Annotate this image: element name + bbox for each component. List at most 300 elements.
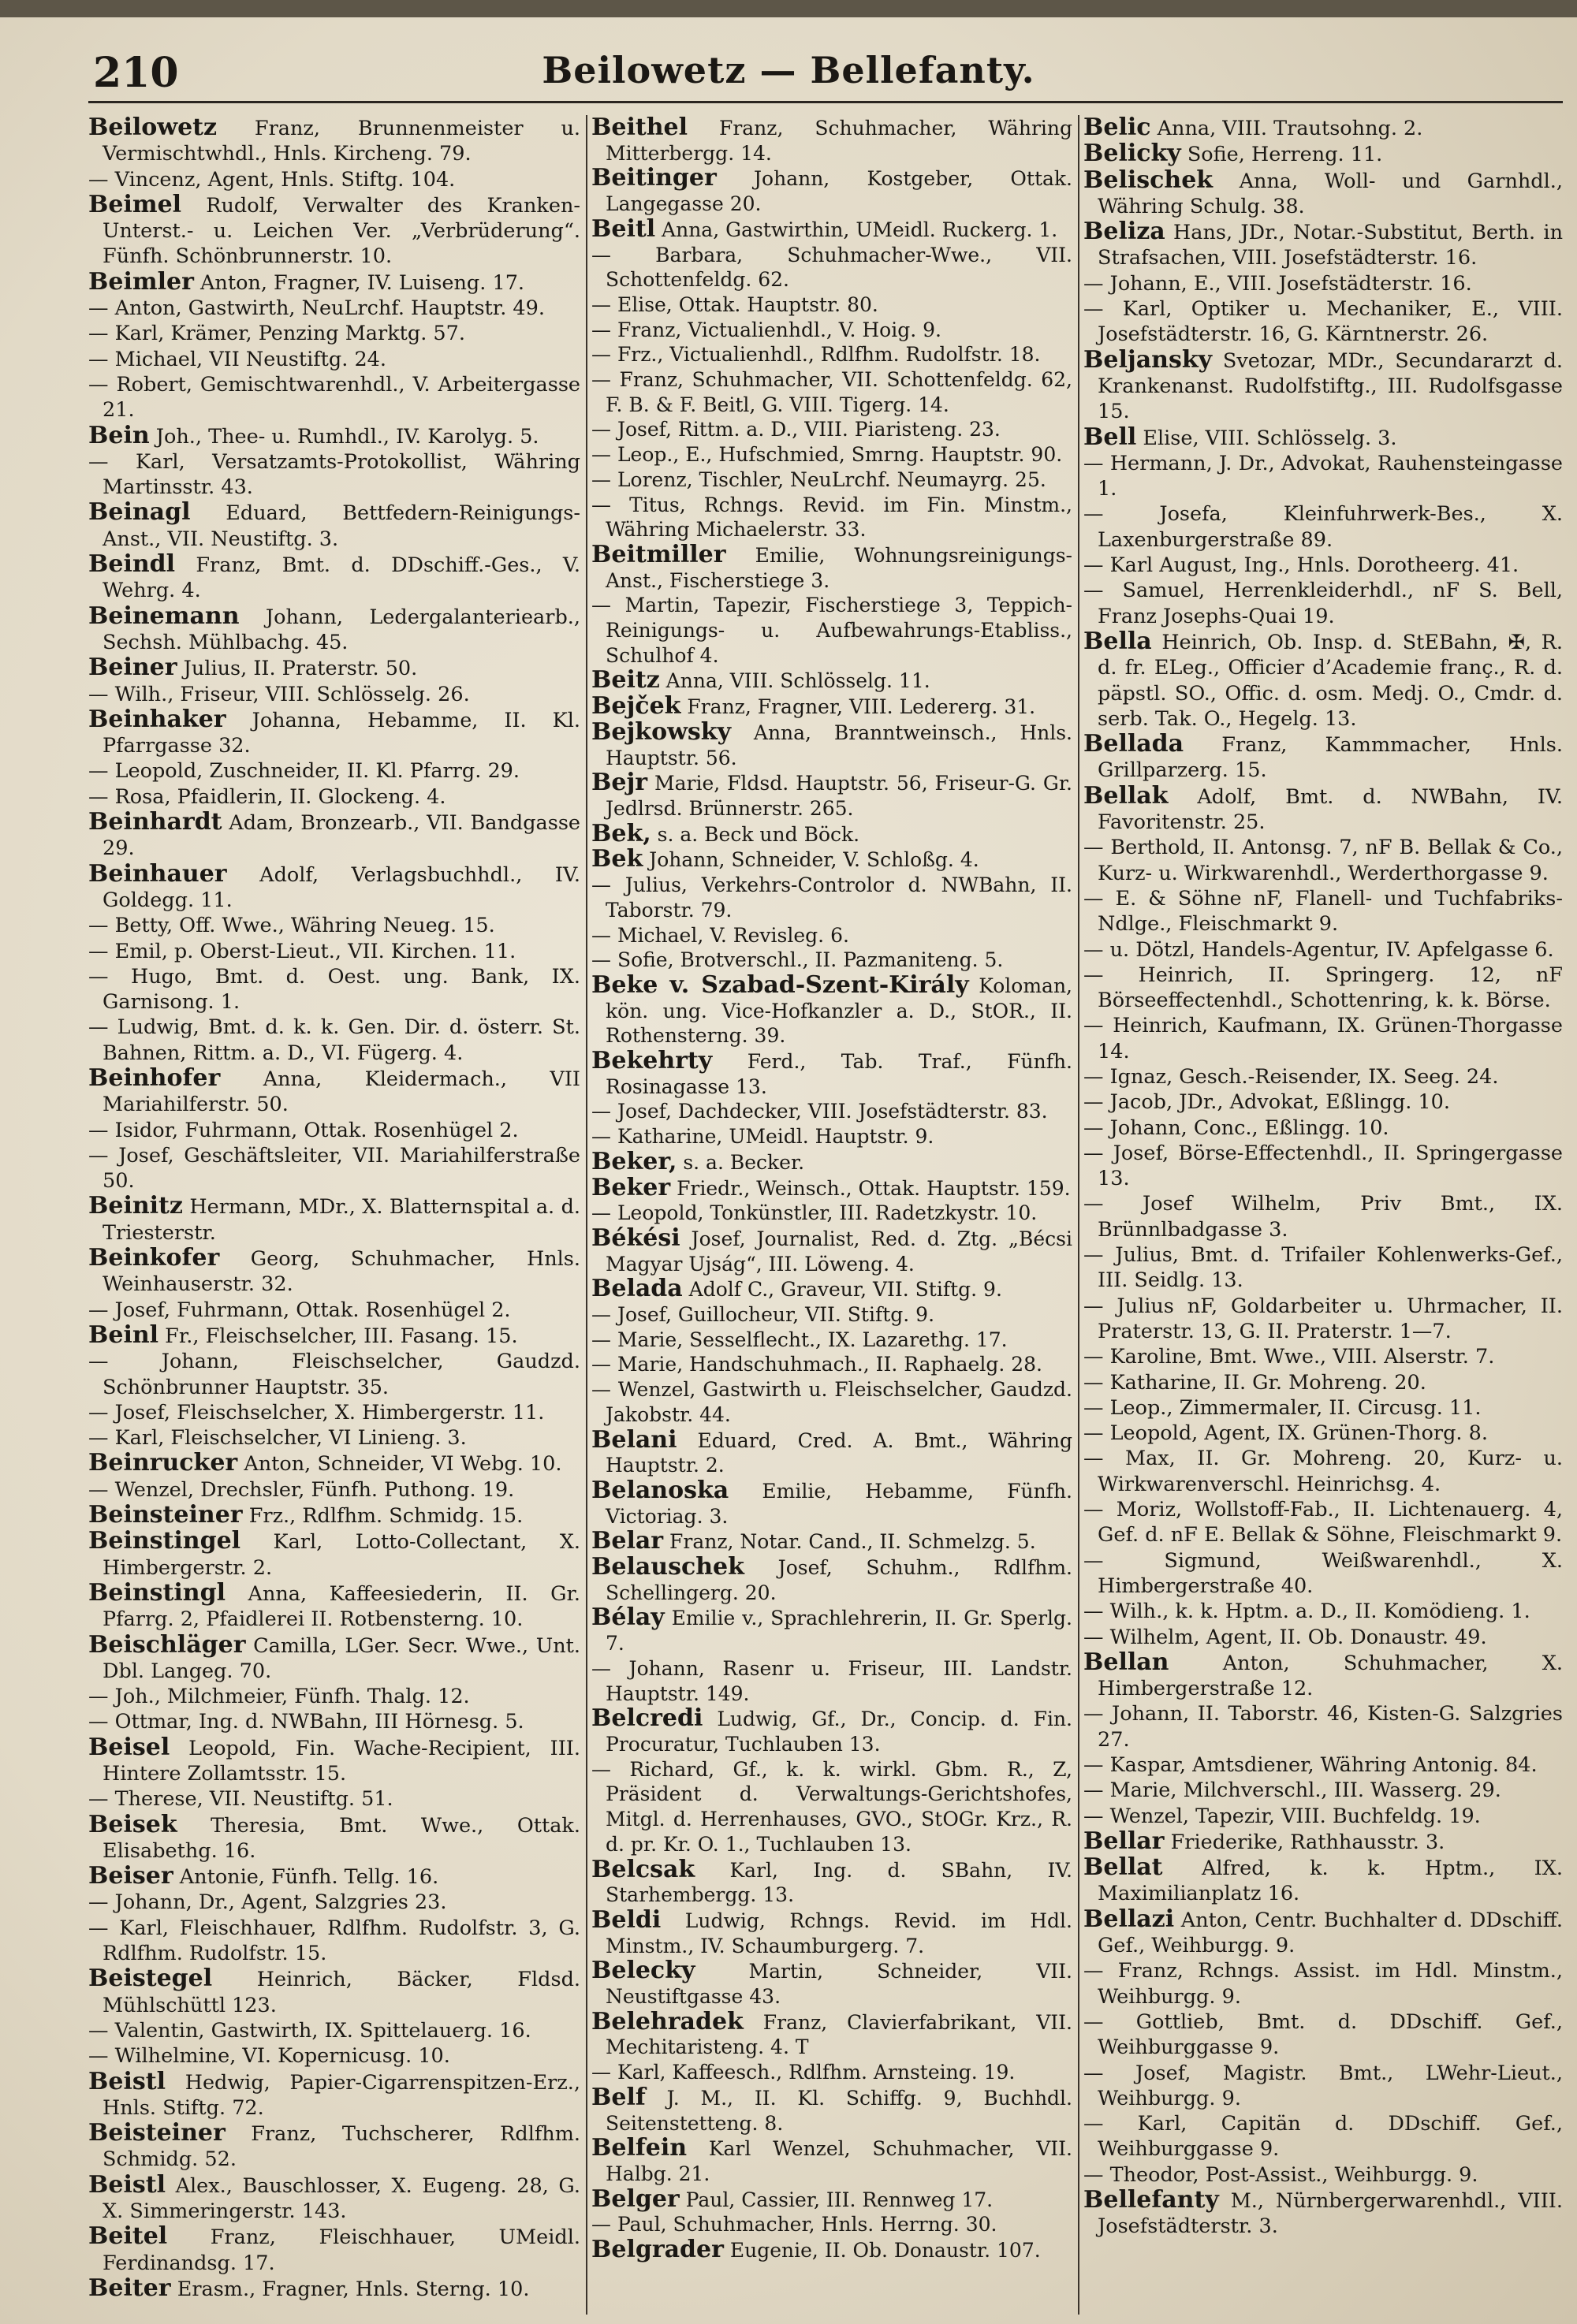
directory-entry — [1083, 553, 1563, 578]
entry-surname: Beldi — [591, 1905, 662, 1934]
entry-text: Eduard, Cred. A. Bmt., Währing Hauptstr. 2. — [606, 1428, 1072, 1477]
directory-entry — [88, 347, 580, 372]
directory-entry — [88, 1246, 580, 1298]
entry-text: — Johann, Fleischselcher, Gaudzd. Schönbrunner Hauptstr. 35. — [88, 1350, 580, 1399]
directory-entry — [88, 1735, 580, 1787]
directory-entry — [591, 442, 1072, 467]
entry-text: Theresia, Bmt. Wwe., Ottak. Elisabethg. 16. — [103, 1813, 580, 1863]
entry-text: — Ludwig, Bmt. d. k. k. Gen. Dir. d. österr. St. Bahnen, Rittm. a. D., VI. Fügerg. 4. — [88, 1015, 580, 1065]
directory-entry — [591, 2085, 1072, 2136]
directory-entry — [88, 1451, 580, 1477]
entry-text: — Josef, Geschäftsleiter, VII. Mariahilferstraße 50. — [88, 1143, 580, 1194]
scan-edge — [0, 0, 1577, 17]
entry-surname: Beindl — [88, 550, 176, 579]
directory-entry — [591, 1201, 1072, 1226]
directory-entry — [88, 655, 580, 681]
entry-surname: Belischek — [1083, 166, 1214, 194]
entry-text: Anna, Woll- und Garnhdl., Währing Schulg. 38. — [1098, 169, 1563, 218]
directory-entry — [88, 2043, 580, 2069]
directory-entry — [88, 1320, 580, 1349]
entry-surname: Bélay — [591, 1603, 665, 1632]
directory-entry — [591, 1425, 1072, 1478]
directory-entry — [1083, 2111, 1563, 2162]
entry-text: Hans, JDr., Notar.-Substitut, Berth. in Strafsachen, VIII. Josefstädterstr. 16. — [1098, 221, 1563, 270]
directory-entry — [1083, 1115, 1563, 1141]
directory-entry — [591, 1149, 1072, 1175]
header-rule — [88, 101, 1563, 103]
entry-surname: Bellar — [1083, 1827, 1165, 1855]
entry-text: — Josef, Guillocheur, VII. Stiftg. 9. — [591, 1303, 935, 1327]
column-2 — [591, 115, 1072, 2315]
entry-text: Johann, Kostgeber, Ottak. Langegasse 20. — [606, 167, 1072, 216]
entry-surname: Bellefanty — [1083, 2186, 1219, 2214]
entry-surname: Beitinger — [591, 164, 717, 192]
directory-entry — [88, 1812, 580, 1864]
entry-text: — Gottlieb, Bmt. d. DDschiff. Gef., Weihburggasse 9. — [1083, 2009, 1563, 2060]
directory-entry — [1083, 2061, 1563, 2112]
entry-surname: Beisek — [88, 1810, 177, 1838]
entry-surname: Bellan — [1083, 1648, 1169, 1676]
entry-text: — Robert, Gemischtwarenhdl., V. Arbeitergasse 21. — [88, 372, 580, 423]
entry-text: Svetozar, MDr., Secundararzt d. Krankenanst. Rudolfstiftg., III. Rudolfsgasse 15. — [1098, 348, 1563, 424]
entry-text: — Franz, Victualienhdl., V. Hoig. 9. — [591, 318, 941, 341]
entry-surname: Belauschek — [591, 1553, 744, 1581]
entry-text: — Anton, Gastwirth, NeuLrchf. Hauptstr. 49. — [88, 296, 545, 321]
directory-entry — [591, 717, 1072, 770]
directory-entry — [88, 1425, 580, 1451]
directory-entry — [1083, 1625, 1563, 1650]
directory-entry — [591, 873, 1072, 922]
entry-surname: Beitl — [591, 214, 656, 243]
directory-entry — [591, 970, 1072, 1048]
entry-surname: Belecky — [591, 1957, 695, 1985]
entry-surname: Bell — [1083, 423, 1137, 451]
entry-text: Johann, Schneider, V. Schloßg. 4. — [643, 848, 979, 872]
directory-entry — [1083, 1064, 1563, 1089]
directory-entry — [88, 423, 580, 449]
entry-text: — Ignaz, Gesch.-Reisender, IX. Seeg. 24. — [1083, 1064, 1499, 1089]
entry-text: Karl, Lotto-Collectant, X. Himbergerstr. 2. — [103, 1530, 580, 1580]
entry-surname: Bella — [1083, 627, 1152, 655]
entry-text: — u. Dötzl, Handels-Agentur, IV. Apfelgasse 6. — [1083, 937, 1554, 962]
running-head: Beilowetz — Bellefanty. — [542, 49, 1035, 91]
directory-entry — [591, 166, 1072, 216]
entry-text: — Franz, Schuhmacher, VII. Schottenfeldg. 62, F. B. & F. Beitl, G. VIII. Tigerg. 14. — [591, 368, 1072, 416]
entry-surname: Belada — [591, 1275, 683, 1303]
directory-entry — [88, 1349, 580, 1400]
entry-text: Alfred, k. k. Hptm., IX. Maximilianplatz 16. — [1098, 1857, 1563, 1906]
entry-surname: Beinl — [88, 1320, 159, 1349]
entry-surname: Beiter — [88, 2274, 171, 2302]
directory-entry — [88, 1063, 580, 1118]
entry-text: Emilie v., Sprachlehrerin, II. Gr. Sperlg. 7. — [606, 1607, 1072, 1655]
entry-surname: Beithel — [591, 115, 688, 141]
entry-text: Johann, Ledergalanteriearb., Sechsh. Mühlbachg. 45. — [103, 605, 580, 654]
directory-entry — [88, 167, 580, 192]
directory-entry — [1083, 1294, 1563, 1345]
entry-surname: Beitz — [591, 666, 660, 695]
entry-text: — Johann, Conc., Eßlingg. 10. — [1083, 1115, 1389, 1140]
entry-surname: Bejr — [591, 769, 648, 797]
entry-surname: Belani — [591, 1425, 677, 1454]
directory-entry — [88, 939, 580, 964]
entry-surname: Beliza — [1083, 218, 1165, 246]
entry-text: Antonie, Fünfh. Tellg. 16. — [173, 1865, 439, 1890]
entry-surname: Bellat — [1083, 1853, 1163, 1882]
directory-entry — [1083, 2009, 1563, 2061]
directory-entry — [88, 115, 580, 167]
entry-text: Adam, Bronzearb., VII. Bandgasse 29. — [103, 811, 580, 861]
directory-entry — [1083, 1370, 1563, 1395]
entry-text: Franz, Tuchscherer, Rdlfhm. Schmidg. 52. — [103, 2122, 580, 2172]
entry-surname: Bek — [591, 845, 643, 873]
directory-entry — [1083, 296, 1563, 348]
entry-text: — Karl, Fleischselcher, VI Linieng. 3. — [88, 1426, 467, 1451]
entry-text: Anna, Kleidermach., VII Mariahilferstr. 50. — [103, 1067, 580, 1117]
entry-text: — Karl, Kaffeesch., Rdlfhm. Arnsteing. 19. — [591, 2061, 1016, 2084]
entry-text: Rudolf, Verwalter des Kranken-Unterst.- u. Leichen Ver. „Verbrüderung“. Fünfh. Schönbrunnerstr. 10. — [103, 193, 580, 269]
entry-surname: Belfein — [591, 2134, 688, 2162]
directory-entry — [591, 2060, 1072, 2085]
entry-text: — Wenzel, Tapezir, VIII. Buchfeldg. 19. — [1083, 1804, 1481, 1828]
directory-entry — [88, 1118, 580, 1143]
entry-text: Anna, Kaffeesiederin, II. Gr. Pfarrg. 2, Pfaidlerei II. Rotbensterng. 10. — [103, 1581, 580, 1632]
entry-text: Julius, II. Praterstr. 50. — [177, 657, 418, 681]
entry-text: — Michael, V. Revisleg. 6. — [591, 923, 849, 947]
directory-entry — [1083, 1701, 1563, 1752]
entry-surname: Beitel — [88, 2222, 168, 2251]
directory-entry — [1083, 781, 1563, 836]
entry-text: — Berthold, II. Antonsg. 7, nF B. Bellak & Co., Kurz- u. Wirkwarenhdl., Werderthorgasse 9. — [1083, 836, 1563, 885]
entry-surname: Beinkofer — [88, 1244, 220, 1272]
entry-text: — Julius nF, Goldarbeiter u. Uhrmacher, II. Praterstr. 13, G. II. Praterstr. 1—7. — [1083, 1294, 1563, 1343]
entry-surname: Beker — [591, 1173, 671, 1201]
directory-entry — [591, 668, 1072, 694]
entry-text: — Moriz, Wollstoff-Fab., II. Lichtenauerg. 4, Gef. d. nF E. Bellak & Söhne, Fleischmarkt 9. — [1083, 1498, 1563, 1547]
directory-entry — [1083, 1421, 1563, 1446]
entry-text: Anna, Gastwirthin, UMeidl. Ruckerg. 1. — [655, 218, 1058, 241]
directory-entry — [591, 2237, 1072, 2263]
directory-entry — [591, 493, 1072, 542]
directory-entry — [591, 694, 1072, 720]
entry-text: — Elise, Ottak. Hauptstr. 80. — [591, 292, 878, 316]
entry-surname: Belger — [591, 2184, 680, 2213]
directory-entry — [88, 601, 580, 656]
entry-text: — Karl August, Ing., Hnls. Dorotheerg. 41. — [1083, 553, 1519, 578]
entry-text: — Max, II. Gr. Mohreng. 20, Kurz- u. Wirkwarenverschl. Heinrichsg. 4. — [1083, 1447, 1563, 1496]
directory-entry — [88, 2069, 580, 2121]
directory-entry — [88, 267, 580, 296]
entry-text: Elise, VIII. Schlösselg. 3. — [1136, 426, 1397, 450]
entry-text: Sofie, Herreng. 11. — [1180, 143, 1383, 167]
entry-surname: Belehradek — [591, 2007, 744, 2035]
entry-text: — Johann, Rasenr u. Friseur, III. Landstr. Hauptstr. 149. — [591, 1656, 1072, 1705]
entry-text: — Leopold, Tonkünstler, III. Radetzkystr. 10. — [591, 1201, 1038, 1225]
entry-surname: Beinrucker — [88, 1449, 238, 1477]
entry-text: — Karl, Fleischhauer, Rdlfhm. Rudolfstr. 3, G. Rdlfhm. Rudolfstr. 15. — [88, 1916, 580, 1966]
entry-surname: Beilowetz — [88, 115, 218, 141]
entry-text: Marie, Fldsd. Hauptstr. 56, Friseur-G. Gr. Jedlrsd. Brünnerstr. 265. — [606, 772, 1072, 820]
entry-text: Josef, Schuhm., Rdlfhm. Schellingerg. 20. — [606, 1556, 1072, 1604]
entry-text: Camilla, LGer. Secr. Wwe., Unt. Dbl. Langeg. 70. — [103, 1633, 580, 1683]
entry-text: — Karoline, Bmt. Wwe., VIII. Alserstr. 7. — [1083, 1345, 1495, 1369]
entry-text: Heinrich, Bäcker, Fldsd. Mühlschüttl 123. — [103, 1968, 580, 2017]
directory-entry — [591, 1302, 1072, 1328]
directory-entry — [88, 1194, 580, 1246]
directory-entry — [1083, 1650, 1563, 1702]
directory-entry — [1083, 1778, 1563, 1803]
directory-entry — [88, 1916, 580, 1967]
entry-text: Franz, Schuhmacher, Währing Mitterbergg. 14. — [606, 117, 1072, 165]
directory-entry — [1083, 937, 1563, 963]
directory-entry — [1083, 1395, 1563, 1421]
directory-entry — [591, 1478, 1072, 1529]
entry-text: J. M., II. Kl. Schiffg. 9, Buchhdl. Seitenstetteng. 8. — [606, 2086, 1072, 2135]
directory-entry — [88, 913, 580, 938]
entry-surname: Bek, — [591, 819, 651, 847]
entry-text: Heinrich, Ob. Insp. d. StEBahn, ✠, R. d. fr. ELeg., Officier d’Academie franç., R. d. päpstl. SO., Offic. d. osm. Medj. O., Cmdr. d. serb. Tak. O., Hegelg. 13. — [1098, 630, 1563, 731]
entry-surname: Beinitz — [88, 1192, 183, 1220]
directory-entry — [591, 1377, 1072, 1427]
entry-surname: Belic — [1083, 115, 1151, 141]
directory-entry — [591, 1757, 1072, 1857]
directory-entry — [591, 948, 1072, 973]
directory-entry — [1083, 835, 1563, 886]
entry-text: Eugenie, II. Ob. Donaustr. 107. — [723, 2239, 1041, 2263]
entry-text: — Isidor, Fuhrmann, Ottak. Rosenhügel 2. — [88, 1118, 519, 1142]
directory-entry — [88, 1298, 580, 1323]
directory-entry — [1083, 451, 1563, 502]
directory-entry — [591, 2212, 1072, 2237]
entry-text: Hermann, MDr., X. Blatternspital a. d. Triesterstr. — [103, 1195, 580, 1245]
entry-text: — Frz., Victualienhdl., Rdlfhm. Rudolfstr. 18. — [591, 343, 1041, 367]
entry-surname: Beitmiller — [591, 540, 726, 568]
directory-entry — [88, 1709, 580, 1734]
directory-entry — [88, 682, 580, 707]
entry-text: Anna, VIII. Trautsohng. 2. — [1150, 117, 1423, 140]
entry-surname: Beke v. Szabad-Szent-Király — [591, 970, 969, 999]
entry-text: Anton, Centr. Buchhalter d. DDschiff. Gef., Weihburgg. 9. — [1098, 1908, 1563, 1958]
entry-text: Erasm., Fragner, Hnls. Sterng. 10. — [170, 2277, 530, 2301]
entry-text: — Wilh., Friseur, VIII. Schlösselg. 26. — [88, 682, 470, 706]
entry-surname: Beiser — [88, 1862, 173, 1890]
entry-text: M., Nürnbergerwarenhdl., VIII. Josefstädterstr. 3. — [1098, 2189, 1563, 2239]
entry-text: — Franz, Rchngs. Assist. im Hdl. Minstm., Weihburgg. 9. — [1083, 1959, 1563, 2009]
entry-text: — Karl, Versatzamts-Protokollist, Währing Martinsstr. 43. — [88, 449, 580, 500]
directory-entry — [1083, 115, 1563, 141]
directory-entry — [88, 192, 580, 270]
entry-surname: Beiner — [88, 654, 177, 682]
entry-text: — Ottmar, Ing. d. NWBahn, III Hörnesg. 5. — [88, 1710, 524, 1734]
entry-text: — Wenzel, Drechsler, Fünfh. Puthong. 19. — [88, 1477, 515, 1502]
directory-entry — [88, 707, 580, 759]
entry-text: — Joh., Milchmeier, Fünfh. Thalg. 12. — [88, 1685, 470, 1709]
page-number: 210 — [93, 49, 179, 97]
directory-entry — [1083, 886, 1563, 937]
entry-text: s. a. Beck und Böck. — [651, 822, 860, 846]
entry-text: — Heinrich, II. Springerg. 12, nF Börseeffectenhdl., Schottenring, k. k. Börse. — [1083, 963, 1563, 1013]
entry-text: — Valentin, Gastwirth, IX. Spittelauerg. 16. — [88, 2018, 531, 2043]
entry-text: Anton, Fragner, IV. Luiseng. 17. — [193, 270, 525, 295]
directory-entry — [1083, 1752, 1563, 1778]
directory-entry — [1083, 1599, 1563, 1624]
directory-entry — [591, 292, 1072, 318]
entry-text: Adolf C., Graveur, VII. Stiftg. 9. — [682, 1278, 1002, 1302]
entry-text: Franz, Fragner, VIII. Ledererg. 31. — [680, 695, 1036, 719]
directory-entry — [88, 552, 580, 604]
entry-text: Hedwig, Papier-Cigarrenspitzen-Erz., Hnls. Stiftg. 72. — [103, 2070, 580, 2120]
directory-entry — [591, 1605, 1072, 1655]
entry-text: — E. & Söhne nF, Flanell- und Tuchfabriks-Ndlge., Fleischmarkt 9. — [1083, 886, 1563, 937]
entry-surname: Belcsak — [591, 1855, 695, 1883]
directory-entry — [591, 115, 1072, 166]
entry-text: — Josef, Magistr. Bmt., LWehr-Lieut., Weihburgg. 9. — [1083, 2061, 1563, 2110]
directory-entry — [88, 1630, 580, 1685]
directory-entry — [88, 1015, 580, 1066]
directory-entry — [591, 318, 1072, 343]
directory-entry — [1083, 1141, 1563, 1192]
directory-entry — [591, 367, 1072, 417]
entry-text: — Leopold, Zuschneider, II. Kl. Pfarrg. 29. — [88, 759, 520, 784]
entry-text: Emilie, Hebamme, Fünfh. Victoriag. 3. — [606, 1479, 1072, 1528]
directory-entry — [591, 1328, 1072, 1353]
directory-entry — [591, 1048, 1072, 1099]
entry-surname: Beljansky — [1083, 345, 1213, 374]
entry-text: — Wilh., k. k. Hptm. a. D., II. Komödieng. 1. — [1083, 1600, 1530, 1624]
entry-text: Anton, Schuhmacher, X. Himbergerstraße 12. — [1098, 1651, 1563, 1701]
directory-entry — [591, 1857, 1072, 1908]
directory-entry — [88, 1966, 580, 2018]
entry-text: — Josef, Fleischselcher, X. Himbergerstr. 11. — [88, 1400, 545, 1425]
directory-entry — [591, 1124, 1072, 1149]
directory-entry — [591, 1905, 1072, 1958]
directory-entry — [1083, 1907, 1563, 1959]
directory-entry — [88, 1143, 580, 1194]
entry-text: — Leop., Zimmermaler, II. Circusg. 11. — [1083, 1395, 1482, 1420]
directory-entry — [88, 784, 580, 810]
entry-text: Leopold, Fin. Wache-Recipient, III. Hintere Zollamtsstr. 15. — [103, 1736, 580, 1786]
directory-entry — [1083, 1089, 1563, 1115]
entry-surname: Beker, — [591, 1147, 677, 1175]
entry-text: — Sigmund, Weißwarenhdl., X. Himbergerstraße 40. — [1083, 1548, 1563, 1598]
entry-text: Franz, Brunnenmeister u. Vermischtwhdl., Hnls. Kircheng. 79. — [103, 117, 580, 166]
entry-text: — Wenzel, Gastwirth u. Fleischselcher, Gaudzd. Jakobstr. 44. — [591, 1378, 1072, 1426]
entry-text: — Titus, Rchngs. Revid. im Fin. Minstm., Währing Michaelerstr. 33. — [591, 493, 1072, 542]
entry-text: Frz., Rdlfhm. Schmidg. 15. — [242, 1504, 524, 1529]
entry-text: — Jacob, JDr., Advokat, Eßlingg. 10. — [1083, 1090, 1450, 1115]
directory-entry — [591, 1706, 1072, 1756]
entry-text: — Paul, Schuhmacher, Hnls. Herrng. 30. — [591, 2213, 997, 2236]
directory-entry — [1083, 629, 1563, 732]
entry-text: — Martin, Tapezir, Fischerstiege 3, Teppich-Reinigungs- u. Aufbewahrungs-Etabliss., Schulhof 4. — [591, 594, 1072, 667]
entry-surname: Beinhaker — [88, 705, 226, 733]
directory-entry — [1083, 1446, 1563, 1497]
entry-text: — Johann, II. Taborstr. 46, Kisten-G. Salzgries 27. — [1083, 1702, 1563, 1752]
directory-entry — [591, 1352, 1072, 1377]
entry-text: — Therese, VII. Neustiftg. 51. — [88, 1787, 393, 1812]
directory-entry — [1083, 168, 1563, 220]
entry-surname: Bellazi — [1083, 1905, 1175, 1933]
entry-text: Ludwig, Gf., Dr., Concip. d. Fin. Procuratur, Tuchlauben 13. — [606, 1708, 1072, 1756]
entry-text: — Rosa, Pfaidlerin, II. Glockeng. 4. — [88, 784, 446, 809]
entry-surname: Beistl — [88, 2067, 166, 2095]
entry-surname: Belanoska — [591, 1476, 729, 1504]
directory-entry — [1083, 1013, 1563, 1064]
entry-surname: Békési — [591, 1223, 680, 1252]
entry-text: Friederike, Rathhausstr. 3. — [1164, 1830, 1445, 1854]
entry-text: Joh., Thee- u. Rumhdl., IV. Karolyg. 5. — [149, 424, 539, 449]
entry-text: Friedr., Weinsch., Ottak. Hauptstr. 159. — [670, 1176, 1071, 1200]
entry-text: Alex., Bauschlosser, X. Eugeng. 28, G. X. Simmeringerstr. 143. — [103, 2173, 580, 2224]
directory-entry — [88, 1529, 580, 1581]
entry-text: — Katharine, II. Gr. Mohreng. 20. — [1083, 1370, 1426, 1395]
entry-text: Karl Wenzel, Schuhmacher, VII. Halbg. 21. — [606, 2137, 1072, 2185]
directory-entry — [591, 1529, 1072, 1555]
directory-entry — [591, 417, 1072, 442]
entry-text: — Marie, Milchverschl., III. Wasserg. 29. — [1083, 1778, 1501, 1803]
entry-text: — Leop., E., Hufschmied, Smrng. Hauptstr. 90. — [591, 443, 1063, 467]
directory-entry — [591, 542, 1072, 593]
entry-surname: Beinhardt — [88, 808, 222, 836]
directory-entry — [591, 847, 1072, 873]
directory-entry — [1083, 963, 1563, 1014]
entry-surname: Belicky — [1083, 140, 1181, 168]
entry-text: Adolf, Verlagsbuchhdl., IV. Goldegg. 11. — [103, 862, 580, 912]
directory-entry — [88, 449, 580, 501]
entry-text: Eduard, Bettfedern-Reinigungs-Anst., VII. Neustiftg. 3. — [103, 501, 580, 551]
entry-surname: Beisel — [88, 1733, 170, 1761]
entry-surname: Beinstingel — [88, 1527, 241, 1555]
entry-text: — Vincenz, Agent, Hnls. Stiftg. 104. — [88, 167, 456, 192]
entry-text: — Heinrich, Kaufmann, IX. Grünen-Thorgasse 14. — [1083, 1014, 1563, 1063]
entry-surname: Belf — [591, 2083, 646, 2111]
entry-text: Anna, VIII. Schlösselg. 11. — [659, 669, 930, 693]
entry-text: — Katharine, UMeidl. Hauptstr. 9. — [591, 1125, 934, 1149]
directory-entry — [1083, 732, 1563, 784]
entry-surname: Belcredi — [591, 1704, 703, 1733]
entry-text: — Karl, Krämer, Penzing Marktg. 57. — [88, 322, 465, 346]
entry-text: — Kaspar, Amtsdiener, Währing Antonig. 84. — [1083, 1753, 1538, 1777]
entry-surname: Belgrader — [591, 2236, 724, 2264]
directory-entry — [1083, 1958, 1563, 2009]
entry-text: Karl, Ing. d. SBahn, IV. Starhembergg. 13. — [606, 1858, 1072, 1907]
directory-entry — [1083, 141, 1563, 167]
entry-text: s. a. Becker. — [677, 1150, 805, 1174]
entry-surname: Bejkowsky — [591, 717, 732, 746]
directory-entry — [1083, 1804, 1563, 1829]
directory-entry — [88, 964, 580, 1015]
entry-surname: Beinhofer — [88, 1063, 221, 1092]
directory-entry — [88, 2170, 580, 2225]
entry-surname: Beimel — [88, 190, 182, 218]
entry-surname: Bein — [88, 421, 150, 449]
directory-entry — [88, 1400, 580, 1425]
entry-text: Adolf, Bmt. d. NWBahn, IV. Favoritenstr. 25. — [1098, 784, 1563, 835]
entry-text: Franz, Notar. Cand., II. Schmelzg. 5. — [663, 1530, 1036, 1554]
entry-text: — Marie, Sesselflecht., IX. Lazarethg. 17. — [591, 1328, 1008, 1351]
directory-entry — [1083, 578, 1563, 629]
entry-text: — Sofie, Brotverschl., II. Pazmaniteng. 5. — [591, 948, 1004, 972]
entry-text: Paul, Cassier, III. Rennweg 17. — [679, 2188, 994, 2211]
directory-entry — [591, 243, 1072, 292]
entry-surname: Beistegel — [88, 1965, 213, 1993]
entry-text: — Samuel, Herrenkleiderhdl., nF S. Bell, Franz Josephs-Quai 19. — [1083, 579, 1563, 628]
directory-entry — [1083, 271, 1563, 296]
directory-entry — [591, 467, 1072, 493]
column-1 — [88, 115, 580, 2315]
entry-text: — Michael, VII Neustiftg. 24. — [88, 347, 386, 371]
entry-surname: Bellak — [1083, 781, 1169, 810]
